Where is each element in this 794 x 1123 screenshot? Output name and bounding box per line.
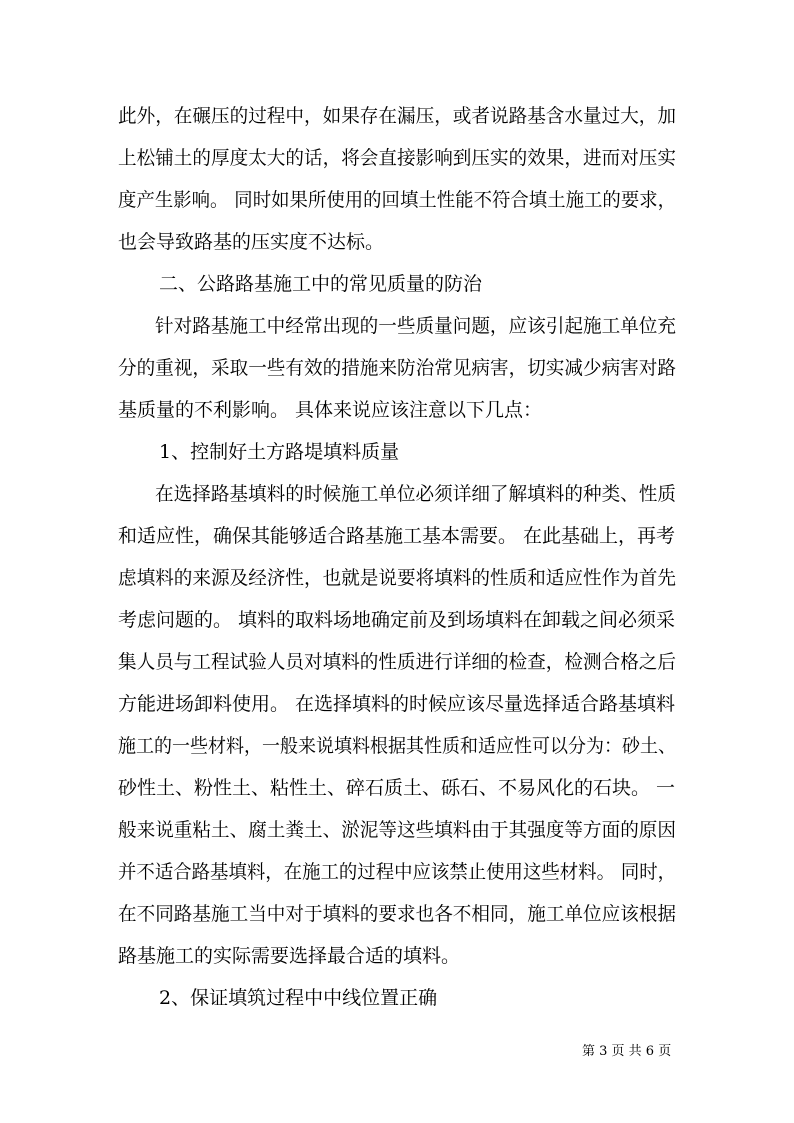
paragraph-line: 也会导致路基的压实度不达标。 xyxy=(118,231,385,253)
paragraph-line: 针对路基施工中经常出现的一些质量问题，应该引起施工单位充 xyxy=(155,315,677,337)
paragraph-line: 度产生影响。 同时如果所使用的回填土性能不符合填土施工的要求， xyxy=(118,189,677,211)
paragraph-line: 路基施工的实际需要选择最合适的填料。 xyxy=(118,945,461,967)
subsection-heading: 1、控制好土方路堤填料质量 xyxy=(159,441,400,463)
paragraph-line: 分的重视，采取一些有效的措施来防治常见病害，切实减少病害对路 xyxy=(118,357,677,379)
paragraph-line: 和适应性，确保其能够适合路基施工基本需要。 在此基础上，再考 xyxy=(118,525,676,547)
page-number-footer: 第 3 页 共 6 页 xyxy=(582,1044,672,1059)
paragraph-line: 在不同路基施工当中对于填料的要求也各不相同，施工单位应该根据 xyxy=(118,903,677,925)
paragraph-line: 考虑问题的。 填料的取料场地确定前及到场填料在卸载之间必须采 xyxy=(118,609,676,631)
paragraph-line: 此外，在碾压的过程中，如果存在漏压，或者说路基含水量过大，加 xyxy=(118,105,677,127)
paragraph-line: 并不适合路基填料，在施工的过程中应该禁止使用这些材料。 同时， xyxy=(118,861,677,883)
paragraph-line: 基质量的不利影响。 具体来说应该注意以下几点： xyxy=(118,399,543,421)
paragraph-line: 虑填料的来源及经济性，也就是说要将填料的性质和适应性作为首先 xyxy=(118,567,677,589)
paragraph-line: 方能进场卸料使用。 在选择填料的时候应该尽量选择适合路基填料 xyxy=(118,693,676,715)
paragraph-line: 般来说重粘土、腐土粪土、淤泥等这些填料由于其强度等方面的原因 xyxy=(118,819,677,841)
section-heading: 二、公路路基施工中的常见质量的防治 xyxy=(159,273,483,295)
paragraph-line: 施工的一些材料，一般来说填料根据其性质和适应性可以分为：砂土、 xyxy=(118,735,677,757)
paragraph-line: 集人员与工程试验人员对填料的性质进行详细的检查，检测合格之后 xyxy=(118,651,677,673)
paragraph-line: 在选择路基填料的时候施工单位必须详细了解填料的种类、性质 xyxy=(155,483,677,505)
paragraph-line: 砂性土、粉性土、粘性土、碎石质土、砾石、不易风化的石块。 一 xyxy=(118,777,676,799)
paragraph-line: 上松铺土的厚度太大的话，将会直接影响到压实的效果，进而对压实 xyxy=(118,147,677,169)
subsection-heading: 2、保证填筑过程中中线位置正确 xyxy=(159,987,438,1009)
